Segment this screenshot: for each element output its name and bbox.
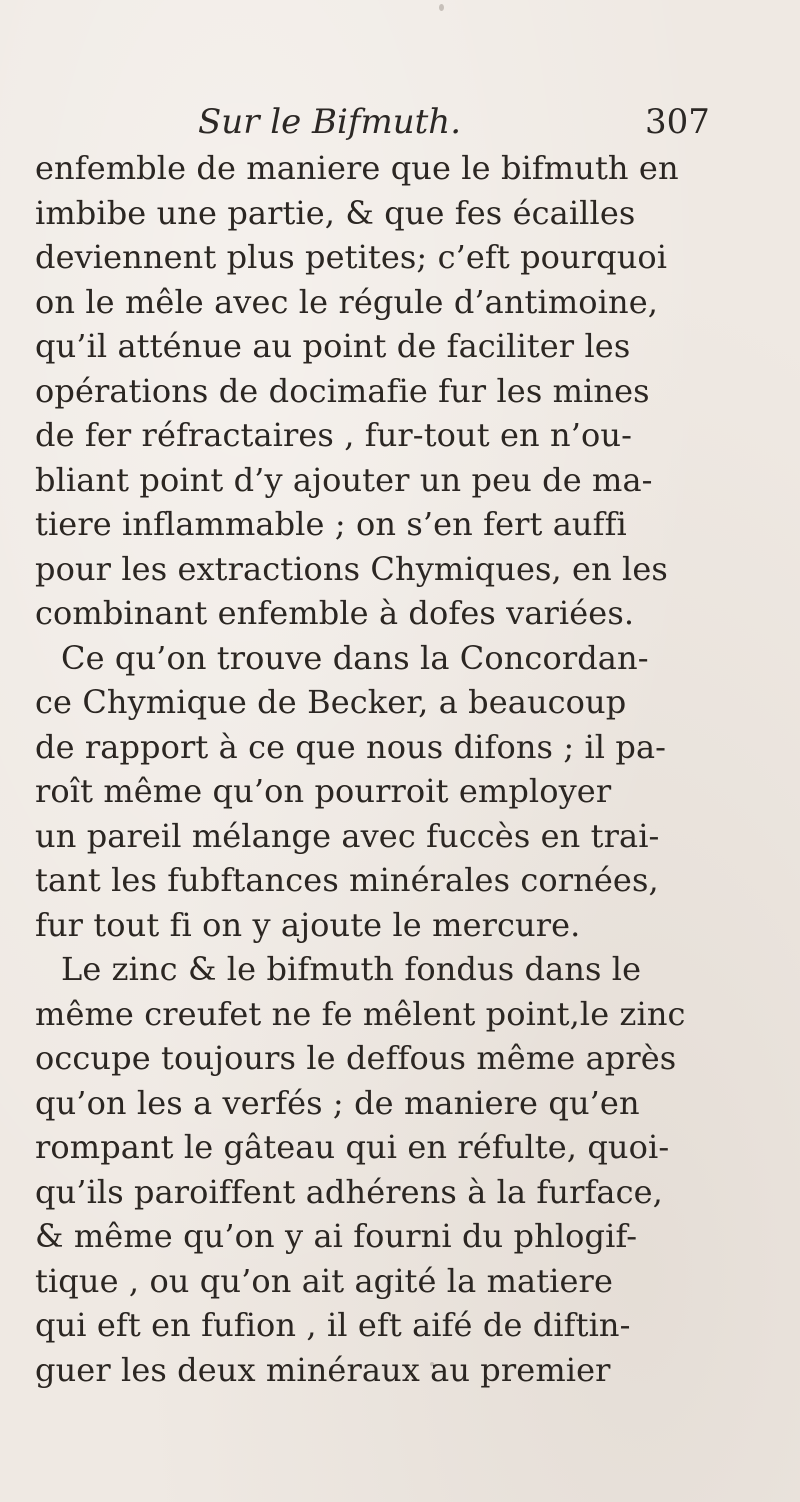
text-line: qu’il atténue au point de faciliter les [35,327,631,365]
text-line: combinant enfemble à dofes variées. [35,594,635,632]
text-line: rompant le gâteau qui en réfulte, quoi- [35,1128,670,1166]
paragraph-start-line: Le zinc & le bifmuth fondus dans le [61,950,642,988]
text-line: même creufet ne fe mêlent point,le zinc [35,994,686,1033]
paper-speck [439,4,444,11]
running-head [0,96,800,152]
text-line: deviennent plus petites; c’eft pourquoi [35,238,668,276]
text-line: tiere inflammable ; on s’en fert auffi [35,505,627,543]
body-text [35,146,775,1392]
text-line: occupe toujours le deffous même après [35,1039,677,1077]
text-line: qu’on les a verfés ; de maniere qu’en [35,1083,640,1122]
text-line: tique , ou qu’on ait agité la matiere [35,1261,613,1300]
text-line: opérations de docimafie fur les mines [35,371,650,410]
text-line: tant les fubftances minérales cornées, [35,861,659,899]
text-line: bliant point d’y ajouter un peu de ma- [35,460,653,499]
running-title: Sur le Bifmuth. [198,102,462,142]
text-line: un pareil mélange avec fuccès en trai- [35,816,660,855]
text-line: enfemble de maniere que le bifmuth en [35,149,679,187]
paragraph-start-line: Ce qu’on trouve dans la Concordan- [61,638,649,677]
text-line: de rapport à ce que nous difons ; il pa- [35,727,667,766]
text-line: fur tout fi on y ajoute le mercure. [35,905,581,944]
text-line: roît même qu’on pourroit employer [35,772,612,810]
text-line: on le mêle avec le régule d’antimoine, [35,282,659,321]
text-line: qui eft en fufion , il eft aifé de diftin- [35,1306,631,1344]
text-line: qu’ils paroiffent adhérens à la furface, [35,1172,663,1211]
text-line: ce Chymique de Becker, a beaucoup [35,683,627,721]
text-line: guer les deux minéraux au premier [35,1350,611,1389]
text-line: & même qu’on y ai fourni du phlogif- [35,1217,638,1255]
page-number: 307 [645,102,710,142]
text-line: pour les extractions Chymiques, en les [35,549,668,588]
text-line: imbibe une partie, & que fes écailles [35,193,636,232]
text-line: de fer réfractaires , fur-tout en n’ou- [35,416,632,454]
